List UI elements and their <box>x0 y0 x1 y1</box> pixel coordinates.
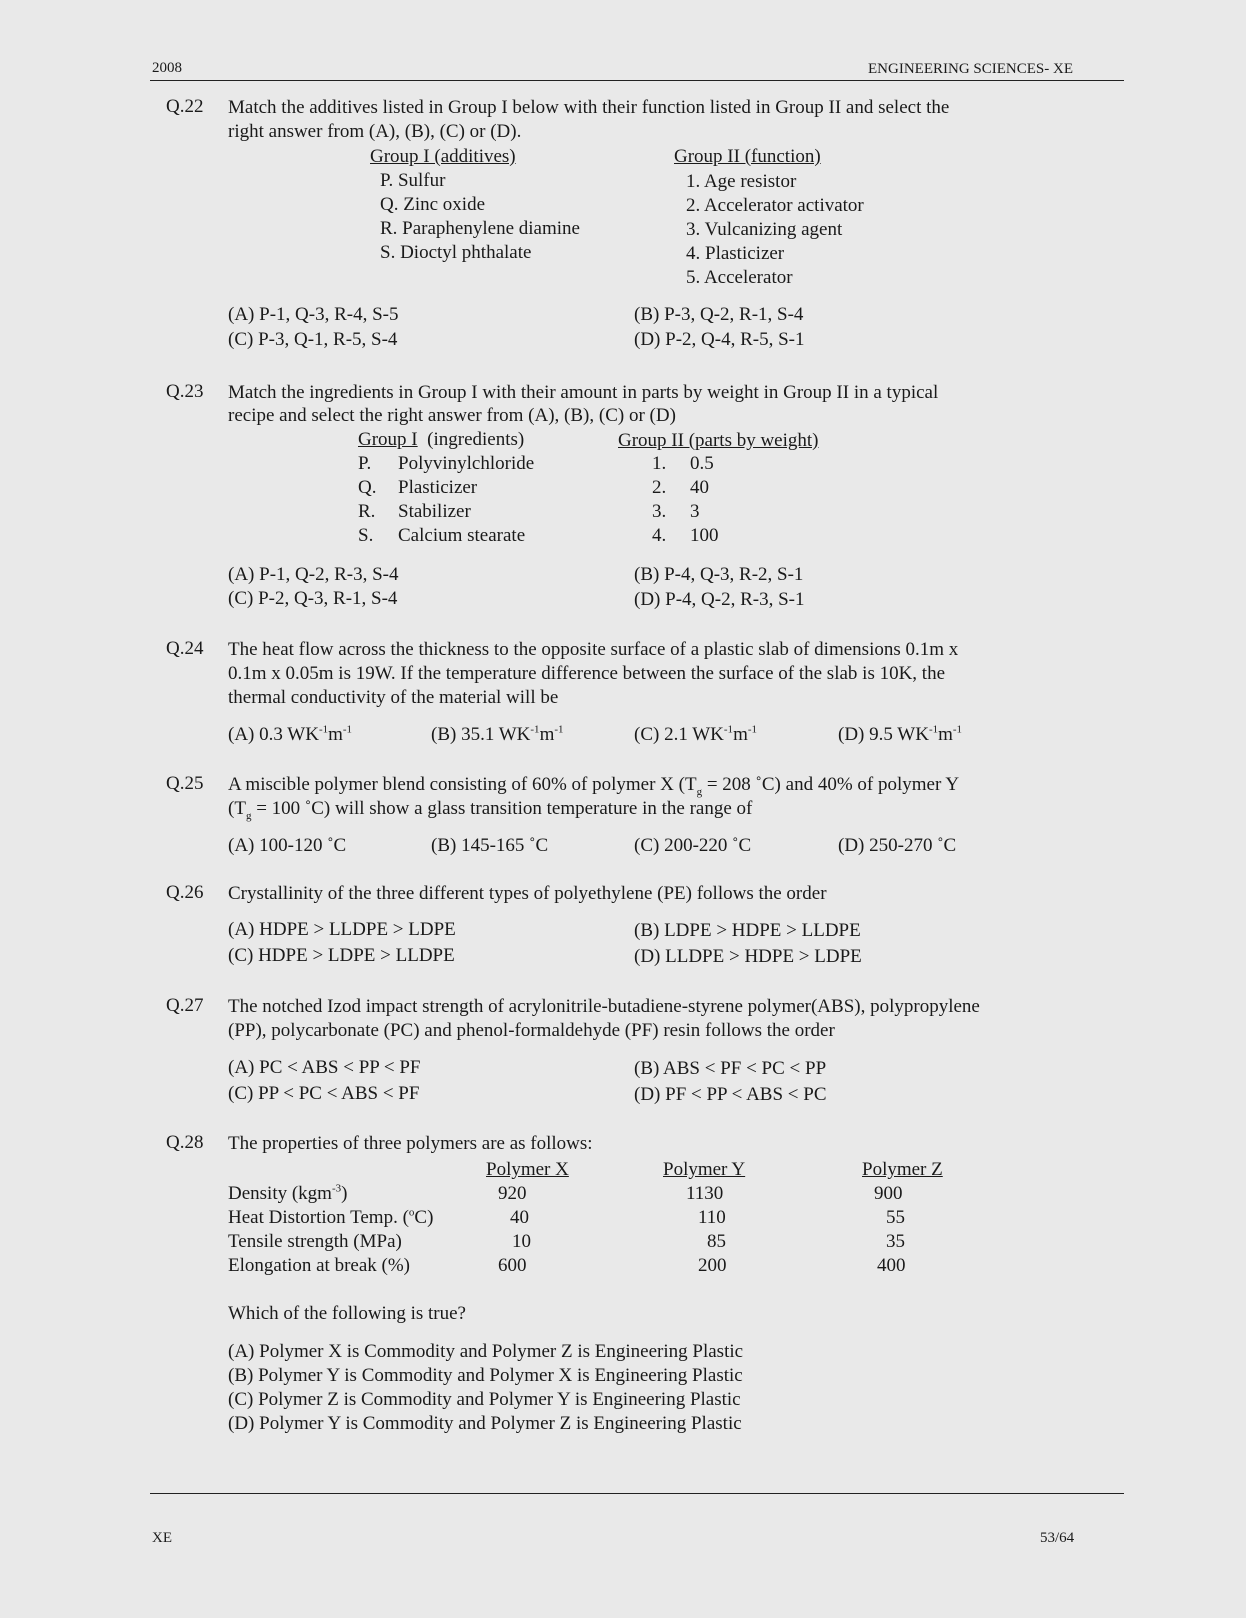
q27-option-b[interactable]: (B) ABS < PF < PC < PP <box>634 1058 827 1079</box>
q26-option-a[interactable]: (A) HDPE > LLDPE > LDPE <box>228 919 456 940</box>
q22-option-a[interactable]: (A) P-1, Q-3, R-4, S-5 <box>228 304 399 325</box>
q25-option-a[interactable]: (A) 100-120 ˚C <box>228 835 347 856</box>
q28-cell: 900 <box>874 1183 903 1204</box>
q23-group2-number: 1. <box>652 453 667 474</box>
q23-group1-item: Plasticizer <box>398 477 478 498</box>
q25-option-d[interactable]: (D) 250-270 ˚C <box>838 835 957 856</box>
q23-group2-item: 0.5 <box>690 453 714 474</box>
q23-number: Q.23 <box>166 381 204 402</box>
q23-group1-letter: Q. <box>358 477 377 498</box>
q22-text-line2: right answer from (A), (B), (C) or (D). <box>228 121 522 142</box>
q22-group2-item: 1. Age resistor <box>686 171 797 192</box>
q28-option-a[interactable]: (A) Polymer X is Commodity and Polymer Z is Engineering Plastic <box>228 1341 744 1362</box>
q27-text-line2: (PP), polycarbonate (PC) and phenol-formaldehyde (PF) resin follows the order <box>228 1020 835 1041</box>
q28-cell: 40 <box>510 1207 529 1228</box>
q22-group2-item: 5. Accelerator <box>686 267 793 288</box>
q23-group1-item: Calcium stearate <box>398 525 526 546</box>
q22-option-c[interactable]: (C) P-3, Q-1, R-5, S-4 <box>228 329 398 350</box>
q24-number: Q.24 <box>166 638 204 659</box>
q24-option-a[interactable]: (A) 0.3 $WK^{-1}m^{-1}$ <box>228 723 353 745</box>
q22-group2-item: 2. Accelerator activator <box>686 195 864 216</box>
q24-option-d[interactable]: (D) 9.5 $WK^{-1}m^{-1}$ <box>838 723 963 745</box>
q23-group2-heading: Group II (parts by weight) <box>618 430 819 451</box>
q23-group2-item: 40 <box>690 477 709 498</box>
q22-group1-item: S. Dioctyl phthalate <box>380 242 532 263</box>
q28-cell: 10 <box>512 1231 531 1252</box>
q27-number: Q.27 <box>166 995 204 1016</box>
q23-text-line2: recipe and select the right answer from (A), (B), (C) or (D) <box>228 405 676 426</box>
header-subject: ENGINEERING SCIENCES- XE <box>868 61 1073 77</box>
q23-group1-item: Stabilizer <box>398 501 471 522</box>
q28-cell: 55 <box>886 1207 905 1228</box>
q23-text-line1: Match the ingredients in Group I with their amount in parts by weight in Group II in a typical <box>228 382 939 403</box>
q28-column-header: Polymer Z <box>862 1159 943 1180</box>
q23-group2-number: 4. <box>652 525 667 546</box>
footer-rule <box>150 1493 1124 1494</box>
q27-text-line1: The notched Izod impact strength of acrylonitrile-butadiene-styrene polymer(ABS), polypropylene <box>228 996 980 1017</box>
q22-text-line1: Match the additives listed in Group I below with their function listed in Group II and select the <box>228 97 950 118</box>
header-rule <box>150 80 1124 81</box>
q28-cell: 400 <box>877 1255 906 1276</box>
q23-group1-item: Polyvinylchloride <box>398 453 535 474</box>
q22-group2-heading: Group II (function) <box>674 146 821 167</box>
q28-cell: 920 <box>498 1183 527 1204</box>
q25-text-line1: A miscible polymer blend consisting of 60% of polymer X ($T_g = 208$ ˚C) and 40% of polymer Y <box>228 774 960 798</box>
q23-group1-letter: S. <box>358 525 374 546</box>
q22-group1-item: P. Sulfur <box>380 170 446 191</box>
q28-option-c[interactable]: (C) Polymer Z is Commodity and Polymer Y is Engineering Plastic <box>228 1389 741 1410</box>
q23-group2-item: 100 <box>690 525 719 546</box>
q23-group2-item: 3 <box>690 501 700 522</box>
q28-option-b[interactable]: (B) Polymer Y is Commodity and Polymer X is Engineering Plastic <box>228 1365 743 1386</box>
q23-group1-heading: Group I (ingredients) <box>358 429 525 450</box>
q22-group1-item: R. Paraphenylene diamine <box>380 218 580 239</box>
q28-column-header: Polymer X <box>486 1159 569 1180</box>
q24-text-line3: thermal conductivity of the material will be <box>228 687 559 708</box>
q28-option-d[interactable]: (D) Polymer Y is Commodity and Polymer Z is Engineering Plastic <box>228 1413 742 1434</box>
header-year: 2008 <box>152 60 182 76</box>
q24-option-b[interactable]: (B) 35.1 $WK^{-1}m^{-1}$ <box>431 723 564 745</box>
q28-row-label: Tensile strength (MPa) <box>228 1231 402 1252</box>
q22-group2-item: 4. Plasticizer <box>686 243 785 264</box>
q22-number: Q.22 <box>166 96 204 117</box>
q28-cell: 35 <box>886 1231 905 1252</box>
q26-option-b[interactable]: (B) LDPE > HDPE > LLDPE <box>634 920 861 941</box>
q28-cell: 110 <box>698 1207 726 1228</box>
q22-group2-item: 3. Vulcanizing agent <box>686 219 843 240</box>
q27-option-a[interactable]: (A) PC < ABS < PP < PF <box>228 1057 421 1078</box>
q23-option-a[interactable]: (A) P-1, Q-2, R-3, S-4 <box>228 564 399 585</box>
footer-page-number: 53/64 <box>1040 1530 1075 1546</box>
q23-option-d[interactable]: (D) P-4, Q-2, R-3, S-1 <box>634 589 805 610</box>
q27-option-c[interactable]: (C) PP < PC < ABS < PF <box>228 1083 420 1104</box>
q23-group1-letter: P. <box>358 453 372 474</box>
q28-cell: 600 <box>498 1255 527 1276</box>
q22-option-d[interactable]: (D) P-2, Q-4, R-5, S-1 <box>634 329 805 350</box>
q28-row-label: Heat Distortion Temp. ($^o$C) <box>228 1206 434 1228</box>
q24-text-line2: 0.1m x 0.05m is 19W. If the temperature difference between the surface of the slab is 10K, the <box>228 663 946 684</box>
q28-cell: 1130 <box>686 1183 724 1204</box>
q28-text-line1: The properties of three polymers are as follows: <box>228 1133 593 1154</box>
q23-group2-number: 2. <box>652 477 667 498</box>
footer-code: XE <box>152 1530 172 1546</box>
q23-option-b[interactable]: (B) P-4, Q-3, R-2, S-1 <box>634 564 804 585</box>
q25-option-b[interactable]: (B) 145-165 ˚C <box>431 835 549 856</box>
q22-option-b[interactable]: (B) P-3, Q-2, R-1, S-4 <box>634 304 804 325</box>
q25-text-line2: ($T_g = 100$ ˚C) will show a glass transition temperature in the range of <box>228 798 753 822</box>
q28-cell: 200 <box>698 1255 727 1276</box>
q26-option-d[interactable]: (D) LLDPE > HDPE > LDPE <box>634 946 862 967</box>
q22-group1-heading: Group I (additives) <box>370 146 516 167</box>
q25-number: Q.25 <box>166 773 204 794</box>
q22-group1-item: Q. Zinc oxide <box>380 194 486 215</box>
q27-option-d[interactable]: (D) PF < PP < ABS < PC <box>634 1084 827 1105</box>
q25-option-c[interactable]: (C) 200-220 ˚C <box>634 835 752 856</box>
q28-cell: 85 <box>707 1231 726 1252</box>
q28-question: Which of the following is true? <box>228 1303 466 1324</box>
q28-number: Q.28 <box>166 1132 204 1153</box>
q28-column-header: Polymer Y <box>663 1159 746 1180</box>
q28-row-label: Elongation at break (%) <box>228 1255 411 1276</box>
q24-option-c[interactable]: (C) 2.1 $WK^{-1}m^{-1}$ <box>634 723 758 745</box>
q26-text-line1: Crystallinity of the three different types of polyethylene (PE) follows the order <box>228 883 827 904</box>
q23-group1-letter: R. <box>358 501 376 522</box>
q23-group2-number: 3. <box>652 501 667 522</box>
q24-text-line1: The heat flow across the thickness to the opposite surface of a plastic slab of dimensions 0.1m x <box>228 639 959 660</box>
q28-row-label: Density (kgm$^{-3}$) <box>228 1182 348 1204</box>
q26-option-c[interactable]: (C) HDPE > LDPE > LLDPE <box>228 945 455 966</box>
q23-option-c[interactable]: (C) P-2, Q-3, R-1, S-4 <box>228 588 398 609</box>
q26-number: Q.26 <box>166 882 204 903</box>
